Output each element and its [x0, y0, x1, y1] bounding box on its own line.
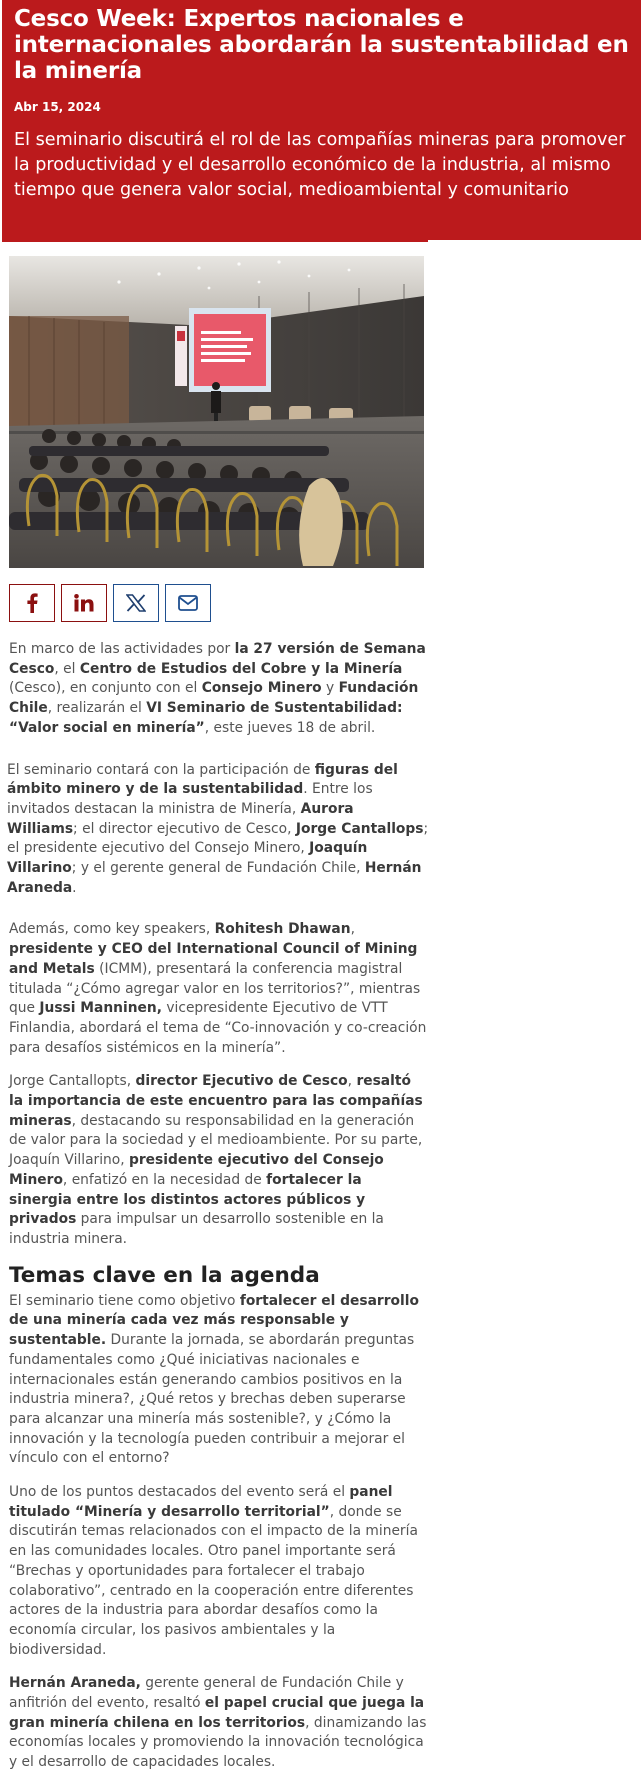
share-email-button[interactable]	[165, 584, 211, 622]
article-photo	[9, 256, 424, 568]
header-accent	[2, 238, 428, 242]
share-linkedin-button[interactable]	[61, 584, 107, 622]
article-title: Cesco Week: Expertos nacionales e internacionales abordarán la sustentabilidad en la minería	[14, 6, 629, 84]
paragraph-intro: En marco de las actividades por la 27 versión de Semana Cesco, el Centro de Estudios del Cobre y la Minería (Cesco), en conjunto con el Consejo Minero y Fundación Chile, realizarán el VI Seminario de Sustentabilidad: “Valor social en minería”, este jueves 18 de abril.	[9, 641, 426, 736]
share-facebook-button[interactable]	[9, 584, 55, 622]
article-date: Abr 15, 2024	[14, 100, 101, 114]
paragraph-panels: Uno de los puntos destacados del evento será el panel titulado “Minería y desarrollo territorial”, donde se discutirán temas relacionados con el impacto de la minería en las comunidades locales. Otro panel importante será “Brechas y oportunidades para fortalecer el trabajo colaborativo”, centrado en la cooperación entre diferentes actores de la industria para abordar desafíos como la economía circular, los pasivos ambientales y la biodiversidad.	[9, 1484, 418, 1658]
paragraph-quotes: Jorge Cantallopts, director Ejecutivo de Cesco, resaltó la importancia de este encuentro para las compañías mineras, destacando su responsabilidad en la generación de valor para la sociedad y el medioambiente. Por su parte, Joaquín Villarino, presidente ejecutivo del Consejo Minero, enfatizó en la necesidad de fortalecer la sinergia entre los distintos actores públicos y privados para impulsar un desarrollo sostenible en la industria minera.	[9, 1073, 423, 1247]
facebook-icon	[24, 593, 40, 613]
article-body	[9, 640, 429, 1773]
x-icon	[126, 594, 146, 612]
paragraph-speakers: Además, como key speakers, Rohitesh Dhawan, presidente y CEO del International Council of Mining and Metals (ICMM), presentará la conferencia magistral titulada “¿Cómo agregar valor en los territorios?”, mientras que Jussi Manninen, vicepresidente Ejecutivo de VTT Finlandia, abordará el tema de “Co-innovación y co-creación para desafíos sistémicos en la minería”.	[9, 921, 427, 1056]
section-heading: Temas clave en la agenda	[9, 1262, 320, 1288]
linkedin-icon	[74, 594, 94, 612]
email-icon	[178, 595, 198, 611]
paragraph-objective: El seminario tiene como objetivo fortalecer el desarrollo de una minería cada vez más responsable y sustentable. Durante la jornada, se abordarán preguntas fundamentales como ¿Qué iniciativas nacionales e internacionales están generando cambios positivos en la industria minera?, ¿Qué retos y brechas deben superarse para alcanzar una minería más sostenible?, y ¿Cómo la innovación y la tecnología pueden contribuir a mejorar el vínculo con el entorno?	[9, 1292, 419, 1467]
paragraph-host: Hernán Araneda, gerente general de Fundación Chile y anfitrión del evento, resaltó el papel crucial que juega la gran minería chilena en los territorios, dinamizando las economías locales y promoviendo la innovación tecnológica y el desarrollo de capacidades locales.	[9, 1675, 427, 1771]
share-x-button[interactable]	[113, 584, 159, 622]
paragraph-participants: El seminario contará con la participación de figuras del ámbito minero y de la sustentabilidad. Entre los invitados destacan la ministra de Minería, Aurora Williams; el director ejecutivo de Cesco, Jorge Cantallops; el presidente ejecutivo del Consejo Minero, Joaquín Villarino; y el gerente general de Fundación Chile, Hernán Araneda.	[7, 761, 429, 896]
article-subtitle: El seminario discutirá el rol de las compañías mineras para promover la productividad y el desarrollo económico de la industria, al mismo tiempo que genera valor social, medioambiental y comunitario	[14, 130, 626, 200]
conference-room-image	[9, 256, 424, 568]
